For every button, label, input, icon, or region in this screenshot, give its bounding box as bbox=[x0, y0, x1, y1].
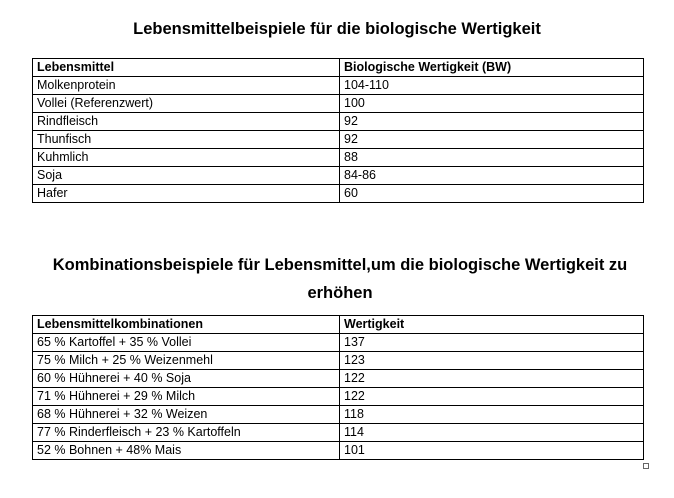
table-row bbox=[33, 406, 644, 424]
column-header-food: Lebensmittel bbox=[33, 59, 340, 77]
table-row bbox=[33, 167, 644, 185]
food-cell: Rindfleisch bbox=[33, 113, 340, 131]
value-cell: 101 bbox=[340, 442, 644, 460]
value-cell: 122 bbox=[340, 370, 644, 388]
table-header-row bbox=[33, 316, 644, 334]
table-row bbox=[33, 131, 644, 149]
table-header-row bbox=[33, 59, 644, 77]
food-cell: Hafer bbox=[33, 185, 340, 203]
combination-cell: 75 % Milch + 25 % Weizenmehl bbox=[33, 352, 340, 370]
value-cell: 84-86 bbox=[340, 167, 644, 185]
value-cell: 60 bbox=[340, 185, 644, 203]
combination-cell: 68 % Hühnerei + 32 % Weizen bbox=[33, 406, 340, 424]
table-row bbox=[33, 95, 644, 113]
table-resize-handle[interactable] bbox=[643, 463, 649, 469]
section-title: Kombinationsbeispiele für Lebensmittel,um die biologische Wertigkeit zu erhöhen bbox=[52, 256, 628, 302]
table-row bbox=[33, 442, 644, 460]
value-cell: 92 bbox=[340, 113, 644, 131]
combination-cell: 71 % Hühnerei + 29 % Milch bbox=[33, 388, 340, 406]
table-row bbox=[33, 388, 644, 406]
food-cell: Thunfisch bbox=[33, 131, 340, 149]
table-row bbox=[33, 113, 644, 131]
table-row bbox=[33, 370, 644, 388]
table-row bbox=[33, 185, 644, 203]
table-row bbox=[33, 424, 644, 442]
column-header-combinations: Lebensmittelkombinationen bbox=[33, 316, 340, 334]
food-cell: Vollei (Referenzwert) bbox=[33, 95, 340, 113]
food-cell: Molkenprotein bbox=[33, 77, 340, 95]
biological-value-table bbox=[32, 58, 644, 203]
combination-cell: 60 % Hühnerei + 40 % Soja bbox=[33, 370, 340, 388]
combination-table bbox=[32, 315, 644, 460]
column-header-biological-value: Biologische Wertigkeit (BW) bbox=[340, 59, 644, 77]
value-cell: 104-110 bbox=[340, 77, 644, 95]
value-cell: 88 bbox=[340, 149, 644, 167]
column-header-value: Wertigkeit bbox=[340, 316, 644, 334]
combination-cell: 52 % Bohnen + 48% Mais bbox=[33, 442, 340, 460]
combination-cell: 65 % Kartoffel + 35 % Vollei bbox=[33, 334, 340, 352]
page-title: Lebensmittelbeispiele für die biologische Wertigkeit bbox=[133, 20, 541, 38]
food-cell: Kuhmlich bbox=[33, 149, 340, 167]
value-cell: 137 bbox=[340, 334, 644, 352]
value-cell: 118 bbox=[340, 406, 644, 424]
value-cell: 114 bbox=[340, 424, 644, 442]
value-cell: 122 bbox=[340, 388, 644, 406]
table-row bbox=[33, 334, 644, 352]
value-cell: 123 bbox=[340, 352, 644, 370]
value-cell: 92 bbox=[340, 131, 644, 149]
value-cell: 100 bbox=[340, 95, 644, 113]
food-cell: Soja bbox=[33, 167, 340, 185]
table-row bbox=[33, 352, 644, 370]
table-row bbox=[33, 77, 644, 95]
combination-cell: 77 % Rinderfleisch + 23 % Kartoffeln bbox=[33, 424, 340, 442]
table-row bbox=[33, 149, 644, 167]
